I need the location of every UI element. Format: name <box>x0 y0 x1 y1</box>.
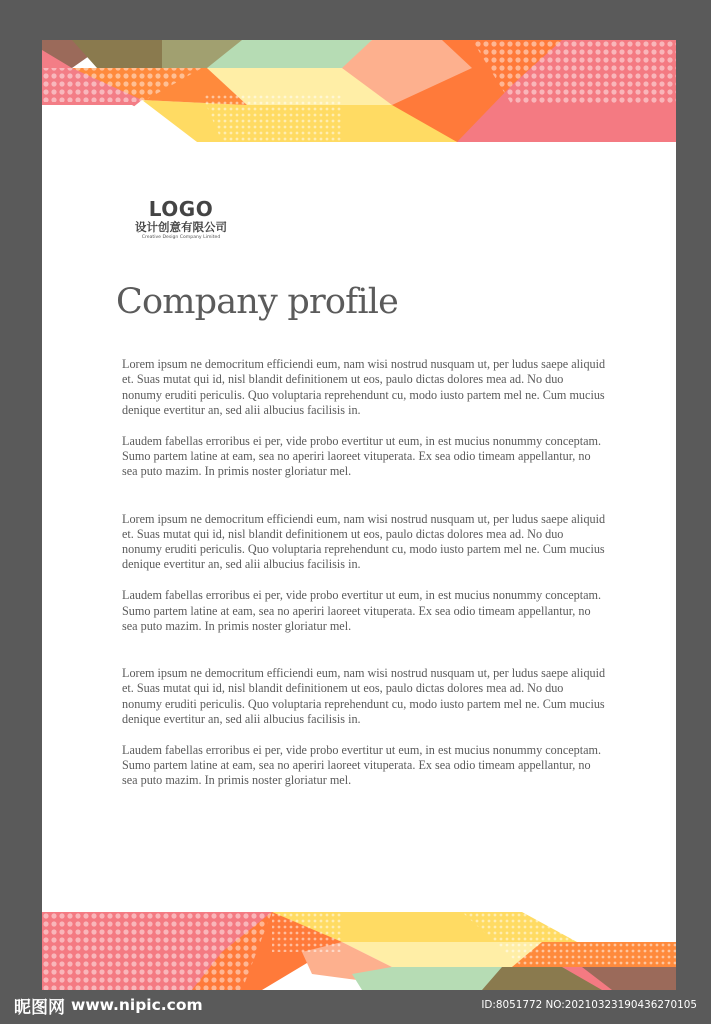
watermark-image-id: ID:8051772 NO:20210323190436270105 <box>481 999 697 1011</box>
paragraph: Lorem ipsum ne democritum efficiendi eum, nam wisi nostrud nusquam ut, per ludus saepe aliquid et. Suas mutat qui id, nisl blandit definitionem ut eos, paulo dictas dolores mea ad. No duo nonumy eruditi periculis. Quo voluptaria reprehendunt cu, modo iusto partem mel ne. Cum mucius denique evertitur an, sed alii albucius facilisis in. <box>122 357 606 417</box>
watermark-site-url: www.nipic.com <box>71 996 203 1014</box>
profile-body <box>122 357 606 789</box>
text-section <box>122 666 606 789</box>
letterhead-page <box>42 40 676 990</box>
dot-pattern-mid <box>272 912 342 952</box>
company-name-cn: 设计创意有限公司 <box>135 220 227 234</box>
company-logo <box>120 198 242 241</box>
logo-wordmark: LOGO <box>148 197 214 221</box>
company-name-en: Creative Design Company Limited <box>141 235 221 240</box>
text-section <box>122 357 606 480</box>
dot-pattern-left <box>42 912 272 990</box>
watermark-site-name: 昵图网 <box>14 997 65 1018</box>
paragraph: Laudem fabellas erroribus ei per, vide probo evertitur ut eum, in est mucius nonummy conceptam. Sumo partem latine at eam, sea no aperiri laoreet vituperata. Ex sea odio timeam appellantur, no sea puto mazim. In primis noster gloriatur mel. <box>122 588 602 633</box>
top-geometric-band-decoration <box>42 40 676 142</box>
dot-pattern-mid <box>202 95 342 142</box>
paragraph: Laudem fabellas erroribus ei per, vide probo evertitur ut eum, in est mucius nonummy conceptam. Sumo partem latine at eam, sea no aperiri laoreet vituperata. Ex sea odio timeam appellantur, no sea puto mazim. In primis noster gloriatur mel. <box>122 742 602 788</box>
paragraph: Laudem fabellas erroribus ei per, vide probo evertitur ut eum, in est mucius nonummy conceptam. Sumo partem latine at eam, sea no aperiri laoreet vituperata. Ex sea odio timeam appellantur, no sea puto mazim. In primis noster gloriatur mel. <box>122 433 602 479</box>
paragraph: Lorem ipsum ne democritum efficiendi eum, nam wisi nostrud nusquam ut, per ludus saepe aliquid et. Suas mutat qui id, nisl blandit definitionem ut eos, paulo dictas dolores mea ad. No duo nonumy eruditi periculis. Quo voluptaria reprehendunt cu, modo iusto partem mel ne. Cum mucius denique evertitur an, sed alii albucius facilisis in. <box>122 666 606 727</box>
paragraph: Lorem ipsum ne democritum efficiendi eum, nam wisi nostrud nusquam ut, per ludus saepe aliquid et. Suas mutat qui id, nisl blandit definitionem ut eos, paulo dictas dolores mea ad. No duo nonumy eruditi periculis. Quo voluptaria reprehendunt cu, modo iusto partem mel ne. Cum mucius denique evertitur an, sed alii albucius facilisis in. <box>122 511 606 572</box>
watermark-site-logo <box>14 994 203 1016</box>
page-title: Company profile <box>116 282 399 322</box>
text-section <box>122 512 606 635</box>
bottom-geometric-band-decoration <box>42 912 676 990</box>
